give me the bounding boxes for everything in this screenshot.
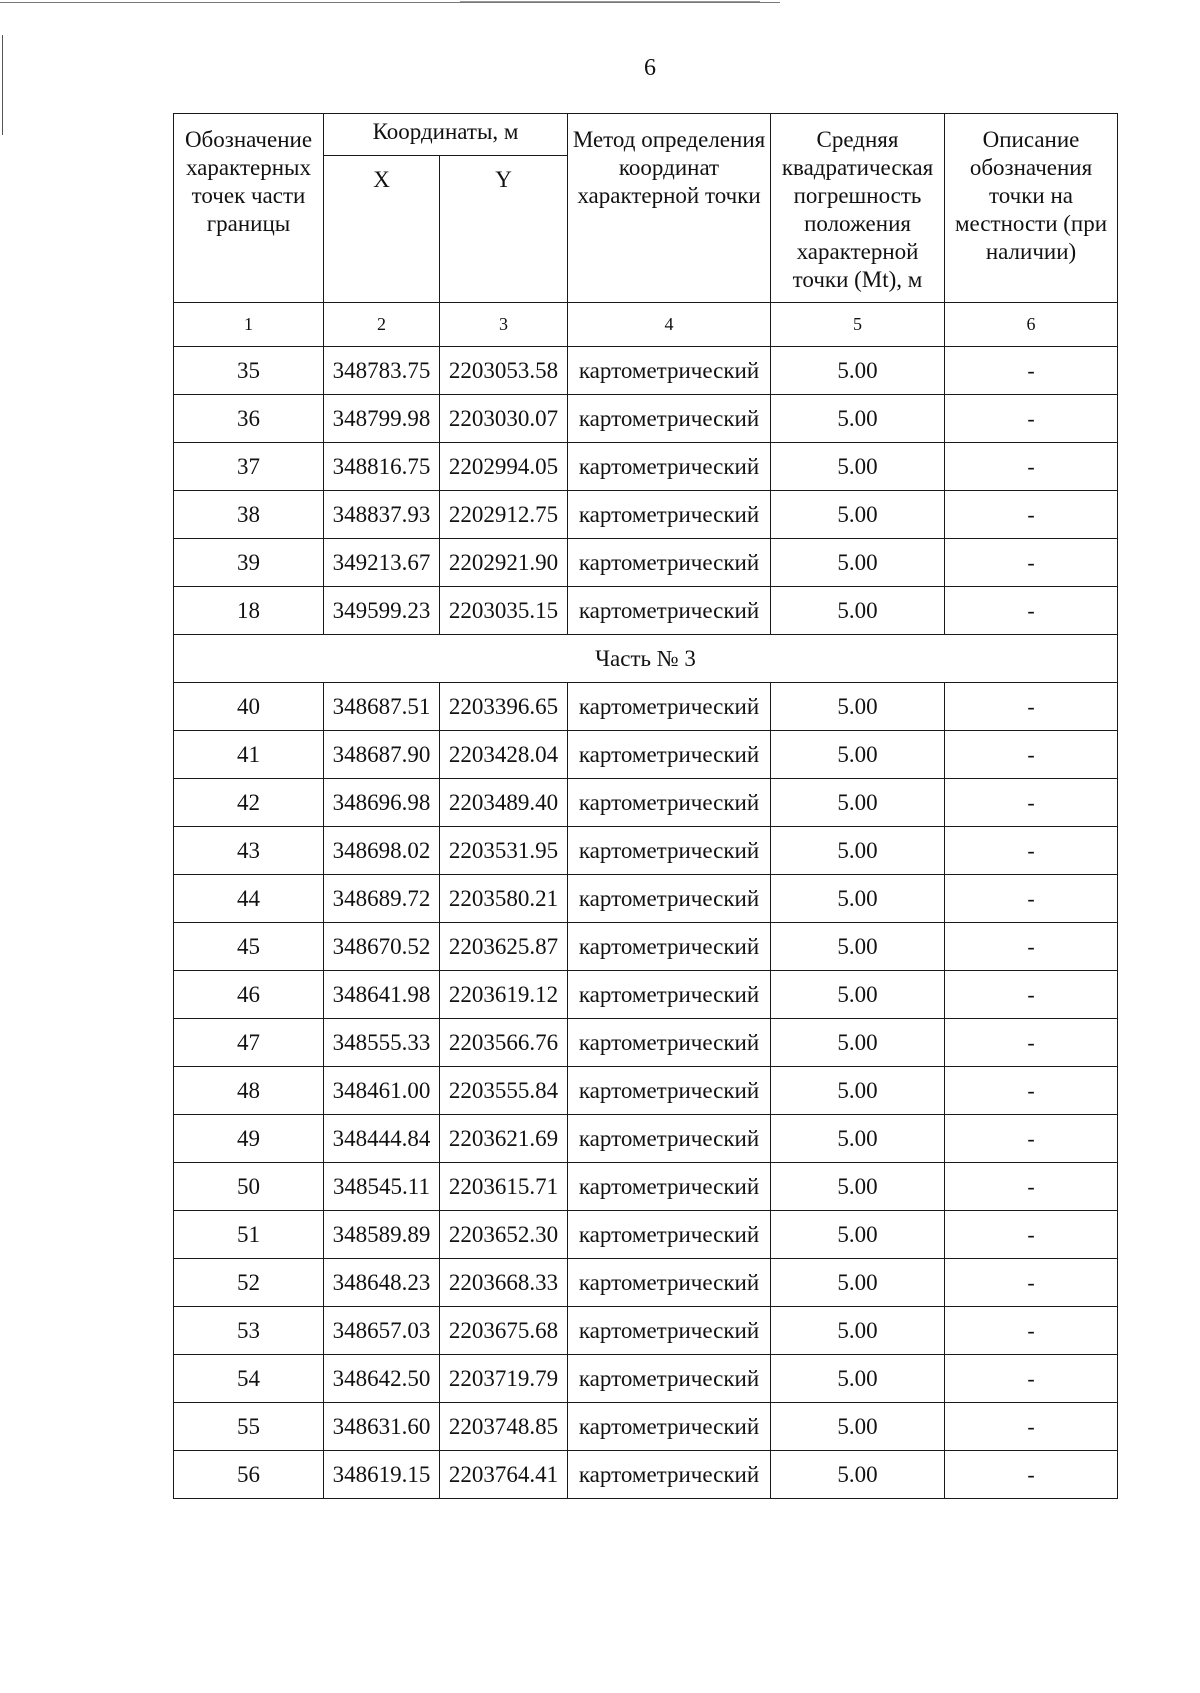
x-cell: 348642.50 — [324, 1355, 440, 1403]
error-cell: 5.00 — [771, 731, 945, 779]
method-cell: картометрический — [568, 779, 771, 827]
point-cell: 52 — [174, 1259, 324, 1307]
error-cell: 5.00 — [771, 443, 945, 491]
x-cell: 348698.02 — [324, 827, 440, 875]
header-method: Метод определения координат характерной точки — [568, 114, 771, 303]
table-row — [174, 683, 1118, 731]
x-cell: 348816.75 — [324, 443, 440, 491]
description-cell: - — [945, 395, 1118, 443]
error-cell: 5.00 — [771, 1163, 945, 1211]
y-cell: 2203668.33 — [440, 1259, 568, 1307]
table-row — [174, 1403, 1118, 1451]
header-row — [174, 114, 1118, 156]
table-row — [174, 1259, 1118, 1307]
point-cell: 35 — [174, 347, 324, 395]
point-cell: 40 — [174, 683, 324, 731]
error-cell: 5.00 — [771, 1259, 945, 1307]
description-cell: - — [945, 1451, 1118, 1499]
point-cell: 51 — [174, 1211, 324, 1259]
point-cell: 37 — [174, 443, 324, 491]
point-cell: 41 — [174, 731, 324, 779]
x-cell: 348589.89 — [324, 1211, 440, 1259]
point-cell: 18 — [174, 587, 324, 635]
table-row — [174, 731, 1118, 779]
x-cell: 348461.00 — [324, 1067, 440, 1115]
error-cell: 5.00 — [771, 1403, 945, 1451]
table-row — [174, 347, 1118, 395]
y-cell: 2203396.65 — [440, 683, 568, 731]
x-cell: 348687.51 — [324, 683, 440, 731]
error-cell: 5.00 — [771, 1019, 945, 1067]
table-row — [174, 587, 1118, 635]
x-cell: 348444.84 — [324, 1115, 440, 1163]
description-cell: - — [945, 1355, 1118, 1403]
description-cell: - — [945, 1403, 1118, 1451]
table-row — [174, 1163, 1118, 1211]
error-cell: 5.00 — [771, 395, 945, 443]
point-cell: 46 — [174, 971, 324, 1019]
table-row — [174, 1115, 1118, 1163]
point-cell: 56 — [174, 1451, 324, 1499]
y-cell: 2203428.04 — [440, 731, 568, 779]
header-description: Описание обозначения точки на местности (при наличии) — [945, 114, 1118, 303]
method-cell: картометрический — [568, 1019, 771, 1067]
y-cell: 2202912.75 — [440, 491, 568, 539]
error-cell: 5.00 — [771, 779, 945, 827]
table-row — [174, 827, 1118, 875]
x-cell: 348657.03 — [324, 1307, 440, 1355]
method-cell: картометрический — [568, 1211, 771, 1259]
method-cell: картометрический — [568, 1067, 771, 1115]
description-cell: - — [945, 443, 1118, 491]
scan-edge-left — [2, 35, 3, 135]
table-row — [174, 539, 1118, 587]
description-cell: - — [945, 1115, 1118, 1163]
point-cell: 43 — [174, 827, 324, 875]
header-point: Обозначение характерных точек части границы — [174, 114, 324, 303]
x-cell: 348670.52 — [324, 923, 440, 971]
description-cell: - — [945, 1019, 1118, 1067]
error-cell: 5.00 — [771, 923, 945, 971]
table-row — [174, 779, 1118, 827]
table-row — [174, 875, 1118, 923]
x-cell: 349599.23 — [324, 587, 440, 635]
method-cell: картометрический — [568, 875, 771, 923]
scan-edge-top — [0, 2, 780, 3]
y-cell: 2203580.21 — [440, 875, 568, 923]
error-cell: 5.00 — [771, 1115, 945, 1163]
x-cell: 348783.75 — [324, 347, 440, 395]
description-cell: - — [945, 779, 1118, 827]
column-number-row — [174, 303, 1118, 347]
method-cell: картометрический — [568, 443, 771, 491]
table-row — [174, 923, 1118, 971]
coordinates-table — [173, 113, 1118, 1499]
x-cell: 348696.98 — [324, 779, 440, 827]
column-number: 2 — [324, 303, 440, 347]
column-number: 4 — [568, 303, 771, 347]
description-cell: - — [945, 539, 1118, 587]
y-cell: 2203621.69 — [440, 1115, 568, 1163]
y-cell: 2203675.68 — [440, 1307, 568, 1355]
error-cell: 5.00 — [771, 1211, 945, 1259]
table-row — [174, 1211, 1118, 1259]
error-cell: 5.00 — [771, 1451, 945, 1499]
method-cell: картометрический — [568, 1163, 771, 1211]
point-cell: 48 — [174, 1067, 324, 1115]
method-cell: картометрический — [568, 731, 771, 779]
point-cell: 54 — [174, 1355, 324, 1403]
x-cell: 348687.90 — [324, 731, 440, 779]
scan-edge-top-secondary — [460, 1, 760, 2]
header-error: Средняя квадратическая погрешность положения характерной точки (Mt), м — [771, 114, 945, 303]
method-cell: картометрический — [568, 1259, 771, 1307]
y-cell: 2203615.71 — [440, 1163, 568, 1211]
y-cell: 2202994.05 — [440, 443, 568, 491]
method-cell: картометрический — [568, 827, 771, 875]
column-number: 1 — [174, 303, 324, 347]
y-cell: 2203035.15 — [440, 587, 568, 635]
point-cell: 39 — [174, 539, 324, 587]
x-cell: 348689.72 — [324, 875, 440, 923]
point-cell: 45 — [174, 923, 324, 971]
y-cell: 2202921.90 — [440, 539, 568, 587]
table-row — [174, 395, 1118, 443]
y-cell: 2203566.76 — [440, 1019, 568, 1067]
y-cell: 2203489.40 — [440, 779, 568, 827]
method-cell: картометрический — [568, 971, 771, 1019]
description-cell: - — [945, 683, 1118, 731]
x-cell: 348837.93 — [324, 491, 440, 539]
point-cell: 53 — [174, 1307, 324, 1355]
table-row — [174, 1307, 1118, 1355]
point-cell: 49 — [174, 1115, 324, 1163]
x-cell: 348555.33 — [324, 1019, 440, 1067]
point-cell: 50 — [174, 1163, 324, 1211]
method-cell: картометрический — [568, 683, 771, 731]
error-cell: 5.00 — [771, 971, 945, 1019]
x-cell: 348619.15 — [324, 1451, 440, 1499]
point-cell: 44 — [174, 875, 324, 923]
y-cell: 2203531.95 — [440, 827, 568, 875]
table-row — [174, 1451, 1118, 1499]
error-cell: 5.00 — [771, 1067, 945, 1115]
y-cell: 2203053.58 — [440, 347, 568, 395]
error-cell: 5.00 — [771, 827, 945, 875]
error-cell: 5.00 — [771, 491, 945, 539]
description-cell: - — [945, 971, 1118, 1019]
error-cell: 5.00 — [771, 347, 945, 395]
table-row — [174, 491, 1118, 539]
column-number: 3 — [440, 303, 568, 347]
header-coordinates: Координаты, м — [324, 114, 568, 156]
header-y: Y — [440, 156, 568, 303]
description-cell: - — [945, 1067, 1118, 1115]
method-cell: картометрический — [568, 1403, 771, 1451]
table-row — [174, 1067, 1118, 1115]
method-cell: картометрический — [568, 1451, 771, 1499]
y-cell: 2203555.84 — [440, 1067, 568, 1115]
point-cell: 55 — [174, 1403, 324, 1451]
table-row — [174, 443, 1118, 491]
method-cell: картометрический — [568, 347, 771, 395]
x-cell: 348799.98 — [324, 395, 440, 443]
method-cell: картометрический — [568, 491, 771, 539]
error-cell: 5.00 — [771, 1355, 945, 1403]
y-cell: 2203619.12 — [440, 971, 568, 1019]
description-cell: - — [945, 491, 1118, 539]
description-cell: - — [945, 1259, 1118, 1307]
description-cell: - — [945, 923, 1118, 971]
description-cell: - — [945, 827, 1118, 875]
y-cell: 2203030.07 — [440, 395, 568, 443]
point-cell: 38 — [174, 491, 324, 539]
method-cell: картометрический — [568, 1355, 771, 1403]
method-cell: картометрический — [568, 587, 771, 635]
error-cell: 5.00 — [771, 1307, 945, 1355]
section-row — [174, 635, 1118, 683]
x-cell: 348648.23 — [324, 1259, 440, 1307]
description-cell: - — [945, 875, 1118, 923]
description-cell: - — [945, 347, 1118, 395]
x-cell: 348545.11 — [324, 1163, 440, 1211]
method-cell: картометрический — [568, 923, 771, 971]
y-cell: 2203764.41 — [440, 1451, 568, 1499]
method-cell: картометрический — [568, 539, 771, 587]
point-cell: 42 — [174, 779, 324, 827]
y-cell: 2203652.30 — [440, 1211, 568, 1259]
page-number: 6 — [644, 55, 656, 81]
table-row — [174, 1355, 1118, 1403]
error-cell: 5.00 — [771, 587, 945, 635]
y-cell: 2203625.87 — [440, 923, 568, 971]
x-cell: 348641.98 — [324, 971, 440, 1019]
description-cell: - — [945, 1211, 1118, 1259]
error-cell: 5.00 — [771, 683, 945, 731]
description-cell: - — [945, 1307, 1118, 1355]
x-cell: 348631.60 — [324, 1403, 440, 1451]
error-cell: 5.00 — [771, 539, 945, 587]
method-cell: картометрический — [568, 395, 771, 443]
column-number: 6 — [945, 303, 1118, 347]
y-cell: 2203719.79 — [440, 1355, 568, 1403]
x-cell: 349213.67 — [324, 539, 440, 587]
table-row — [174, 1019, 1118, 1067]
point-cell: 36 — [174, 395, 324, 443]
description-cell: - — [945, 1163, 1118, 1211]
method-cell: картометрический — [568, 1307, 771, 1355]
section-title: Часть № 3 — [174, 635, 1118, 683]
header-x: X — [324, 156, 440, 303]
point-cell: 47 — [174, 1019, 324, 1067]
description-cell: - — [945, 731, 1118, 779]
description-cell: - — [945, 587, 1118, 635]
table-row — [174, 971, 1118, 1019]
column-number: 5 — [771, 303, 945, 347]
y-cell: 2203748.85 — [440, 1403, 568, 1451]
error-cell: 5.00 — [771, 875, 945, 923]
method-cell: картометрический — [568, 1115, 771, 1163]
